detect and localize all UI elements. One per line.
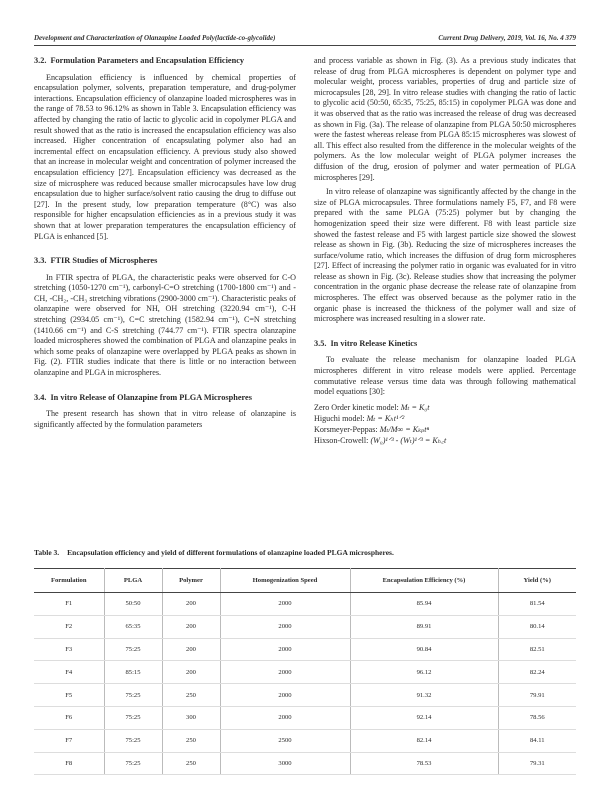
section-number: 3.5. — [314, 338, 327, 348]
table-cell: 200 — [162, 661, 220, 684]
section-title: In vitro Release Kinetics — [330, 338, 418, 348]
table-caption — [34, 548, 576, 557]
table-row — [34, 661, 576, 684]
equation-higuchi — [314, 413, 576, 424]
table-row — [34, 615, 576, 638]
table-cell: F8 — [34, 752, 104, 775]
table-cell: 2000 — [220, 638, 350, 661]
column-header: Homogenization Speed — [220, 569, 350, 593]
table-cell: 90.84 — [350, 638, 498, 661]
table-cell: F6 — [34, 706, 104, 729]
table-caption-text: Encapsulation efficiency and yield of different formulations of olanzapine loaded PLGA microspheres. — [67, 548, 394, 557]
table-cell: 2000 — [220, 684, 350, 707]
table-cell: 92.14 — [350, 706, 498, 729]
table-row — [34, 684, 576, 707]
table-cell: 300 — [162, 706, 220, 729]
table-cell: 75:25 — [104, 638, 162, 661]
section-title: In vitro Release of Olanzapine from PLGA Microspheres — [50, 392, 252, 402]
table-cell: 75:25 — [104, 684, 162, 707]
column-header: Encapsulation Efficiency (%) — [350, 569, 498, 593]
table-row — [34, 706, 576, 729]
table-cell: 75:25 — [104, 729, 162, 752]
equation-formula: (W₀)¹ᐟ³ - (Wₜ)¹ᐟ³ = Kₕ꜀t — [370, 435, 447, 445]
equation-korsmeyer-peppas — [314, 424, 576, 435]
table-cell: 79.31 — [498, 752, 576, 775]
column-header: Yield (%) — [498, 569, 576, 593]
table-cell: 2000 — [220, 615, 350, 638]
table-body — [34, 593, 576, 775]
table-cell: F2 — [34, 615, 104, 638]
table-cell: 82.24 — [498, 661, 576, 684]
section-heading-3-5 — [314, 339, 576, 350]
table-cell: 82.14 — [350, 729, 498, 752]
section-heading-3-3 — [34, 256, 296, 267]
table-cell: 200 — [162, 593, 220, 616]
table-cell: 50:50 — [104, 593, 162, 616]
equation-label: Hixson-Crowell: — [314, 435, 369, 445]
column-header: Polymer — [162, 569, 220, 593]
section-number: 3.3. — [34, 256, 47, 266]
section-number: 3.4. — [34, 392, 47, 402]
equation-formula: Mₜ = Kₕt¹ᐟ² — [366, 413, 405, 423]
equation-label: Zero Order kinetic model: — [314, 402, 399, 412]
table-row — [34, 593, 576, 616]
table-cell: 2000 — [220, 661, 350, 684]
table-cell: 80.14 — [498, 615, 576, 638]
equation-label: Korsmeyer-Peppas: — [314, 424, 378, 434]
encapsulation-table — [34, 568, 576, 775]
table-header-row — [34, 569, 576, 593]
paragraph: In FTIR spectra of PLGA, the characteristic peaks were observed for C-O stretching (1050-1270 cm⁻¹), carbonyl-C=O stretching (1700-1800 cm⁻¹) and -CH, -CH₂, -CH₃ stretching vibrations (2900-3000 cm⁻¹). Characteristic peaks of olanzapine were observed for NH, OH stretching (3220.94 cm⁻¹), C-H stretching (2934.05 cm⁻¹), C=C stretching (1582.94 cm⁻¹), C=N stretching (1410.66 cm⁻¹) and C-S stretching (744.77 cm⁻¹). FTIR spectra olanzapine loaded microspheres showed the combination of PLGA and olanzapine peaks in which some peaks of olanzapine were overlapped by PLGA peaks as shown in Fig. (2). FTIR studies indicate that there is little or no interaction between olanzapine and PLGA in microspheres. — [34, 272, 296, 378]
table-cell: 85.94 — [350, 593, 498, 616]
section-number: 3.2. — [34, 56, 47, 65]
table-cell: F5 — [34, 684, 104, 707]
header-journal: Current Drug Delivery, 2019, Vol. 16, No. 4 379 — [438, 34, 576, 42]
table-cell: 82.51 — [498, 638, 576, 661]
equation-hixson-crowell — [314, 435, 576, 446]
table-cell: 65:35 — [104, 615, 162, 638]
left-column — [34, 56, 296, 434]
paragraph: Encapsulation efficiency is influenced by chemical properties of encapsulation polymer, solvents, preparation temperature, and drug-polymer interactions. Encapsulation efficiency of olanzapine loaded microspheres was in the range of 78.53 to 96.12% as shown in Table 3. Encapsulation efficiency was affected by changing the ratio of lactic to glycolic acid in copolymer PLGA and result showed that as the ratio is increased the encapsulation efficiency was also increased. Higher concentration of encapsulating polymer also had an incremental effect on encapsulation efficiency. A previous study also showed that an increase in molecular weight and concentration of polymer increased the encapsulation efficiency [27]. Encapsulation efficiency was decreased as the size of microsphere was reduced because smaller microcapsules have low drug encapsulation due to higher surface/solvent ratio causing the drug to diffuse out [27]. In the present study, low preparation temperature (8°C) was also responsible for higher encapsulation efficiencies as in a previous study it was shown that at lower preparation temperatures the encapsulation efficiency of PLGA is enhanced [5]. — [34, 72, 296, 241]
table-cell: 85:15 — [104, 661, 162, 684]
table-cell: 75:25 — [104, 706, 162, 729]
table-cell: 78.53 — [350, 752, 498, 775]
table-cell: 78.56 — [498, 706, 576, 729]
table-cell: 250 — [162, 752, 220, 775]
header-title: Development and Characterization of Olanzapine Loaded Poly(lactide-co-glycolide) — [34, 34, 276, 42]
equation-formula: Mₜ/M∞ = Kₖₚtⁿ — [379, 424, 430, 434]
table-cell: 75:25 — [104, 752, 162, 775]
table-cell: 2000 — [220, 593, 350, 616]
paragraph: The present research has shown that in vitro release of olanzapine is significantly affected by the formulation parameters — [34, 409, 296, 429]
table-cell: 84.11 — [498, 729, 576, 752]
table-cell: 2500 — [220, 729, 350, 752]
table-row — [34, 638, 576, 661]
table-label: Table 3. — [34, 548, 60, 557]
table-cell: F1 — [34, 593, 104, 616]
paragraph: and process variable as shown in Fig. (3). As a previous study indicates that release of drug from PLGA microspheres is dependent on polymer type and molecular weight, process variables, properties of drug and particle size of microcapsules [28, 29]. In vitro release studies with changing the ratio of lactic to glycolic acid (50:50, 65:35, 75:25, 85:15) in copolymer PLGA was done and it was observed that as the ratio was increased the release of drug was decreased as shown in Fig. (3a). The release of olanzapine from PLGA 50:50 microspheres were the fastest whereas release from PLGA 85:15 microspheres was slowest of all. This effect also resulted from the difference in the molecular weights of the polymers. As the low molecular weight of PLGA polymer increases the diffusion of the drug, erosion of polymer and water permeation of PLGA microspheres [29]. — [314, 56, 576, 182]
running-header — [34, 34, 576, 46]
paragraph: To evaluate the release mechanism for olanzapine loaded PLGA microspheres different in vitro release models were applied. Percentage commutative release versus time data was through following mathematical model equations [30]: — [314, 355, 576, 397]
table-cell: 89.91 — [350, 615, 498, 638]
table-row — [34, 752, 576, 775]
section-heading-3-4 — [34, 393, 296, 404]
table-cell: 200 — [162, 615, 220, 638]
right-column — [314, 56, 576, 446]
column-header: PLGA — [104, 569, 162, 593]
equation-zero-order — [314, 402, 576, 413]
section-title: Formulation Parameters and Encapsulation Efficiency — [50, 56, 245, 65]
table-cell: 3000 — [220, 752, 350, 775]
table-cell: 96.12 — [350, 661, 498, 684]
section-heading-3-2 — [34, 56, 296, 67]
section-title: FTIR Studies of Microspheres — [50, 256, 158, 266]
table-cell: 81.54 — [498, 593, 576, 616]
table-cell: 2000 — [220, 706, 350, 729]
table-cell: F3 — [34, 638, 104, 661]
table-cell: 79.91 — [498, 684, 576, 707]
table-cell: F7 — [34, 729, 104, 752]
table-cell: 91.32 — [350, 684, 498, 707]
table-cell: F4 — [34, 661, 104, 684]
equation-label: Higuchi model: — [314, 413, 365, 423]
paragraph: In vitro release of olanzapine was significantly affected by the change in the size of PLGA microcapsules. Three formulations namely F5, F7, and F8 were prepared with the same PLGA (75:25) polymer but by changing the homogenization speed their size were different. F8 with least particle size showed the fastest release and F5 with largest particle size showed the slowest release as shown in Fig. (3b). Reducing the size of microspheres increases the surface/volume ratio, which increases the diffusion of drug form microspheres [27]. Effect of increasing the polymer ratio in organic was evaluated for in vitro release as shown in Fig. (3c). Release studies show that increasing the polymer concentration in the organic phase decrease the release rate of olanzapine from microspheres. The effect was observed because as the polymer ratio in the organic phase is increased the thickness of the polymer wall and size of microsphere was increased resulting in a slower rate. — [314, 187, 576, 324]
column-header: Formulation — [34, 569, 104, 593]
table-cell: 200 — [162, 638, 220, 661]
table-cell: 250 — [162, 729, 220, 752]
equation-formula: Mₜ = K₀t — [400, 402, 430, 412]
table-row — [34, 729, 576, 752]
table-cell: 250 — [162, 684, 220, 707]
